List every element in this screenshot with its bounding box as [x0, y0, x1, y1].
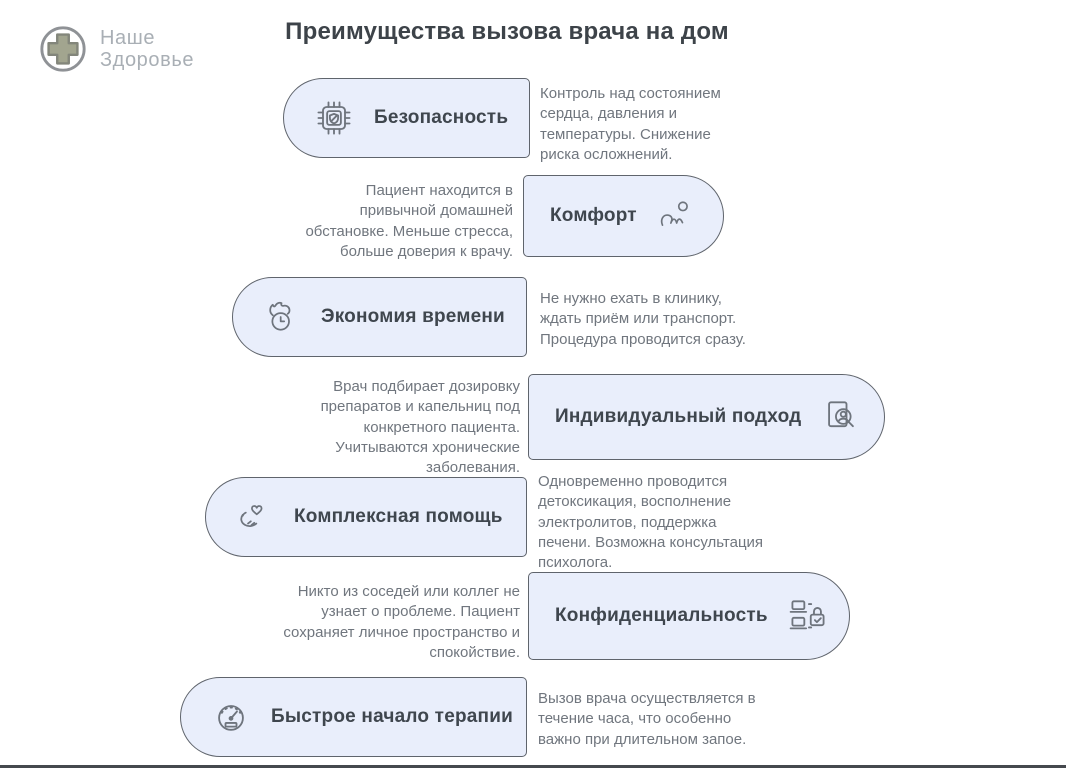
benefit-description: Одновременно проводится детоксикация, восполнение электролитов, поддержка печени. Возможна консультация психолога. [538, 473, 764, 571]
benefit-card-confidentiality [528, 572, 850, 660]
benefit-card-label: Конфиденциальность [555, 605, 768, 626]
benefit-description: Не нужно ехать в клинику, ждать приём или транспорт. Процедура проводится сразу. [540, 290, 746, 348]
benefit-description: Пациент находится в привычной домашней обстановке. Меньше стресса, больше доверия к врачу. [305, 182, 513, 260]
logo-line-2: Здоровье [100, 49, 195, 71]
benefit-card-label: Быстрое начало терапии [271, 706, 513, 727]
benefit-card-label: Комфорт [550, 205, 637, 226]
benefit-card-label: Комплексная помощь [294, 506, 503, 527]
benefit-card-comfort [523, 175, 724, 257]
benefit-card-safety [283, 78, 530, 158]
speedometer-icon [209, 695, 253, 739]
logo-line-1: Наше [100, 27, 156, 49]
benefit-description: Контроль над состоянием сердца, давления и температуры. Снижение риска осложнений. [540, 85, 721, 163]
chip-shield-icon [312, 96, 356, 140]
benefit-card-comprehensive-help [205, 477, 527, 557]
benefit-card-label: Индивидуальный подход [555, 406, 802, 427]
benefit-card-label: Безопасность [374, 107, 509, 128]
benefit-description: Никто из соседей или коллег не узнает о проблеме. Пациент сохраняет личное пространство и спокойствие. [283, 583, 520, 661]
clock-flame-icon [261, 296, 303, 338]
benefit-card-label: Экономия времени [321, 306, 505, 327]
patient-search-icon [819, 395, 863, 439]
relaxing-person-icon [655, 196, 695, 236]
benefit-card-quick-start [180, 677, 527, 757]
benefit-description: Врач подбирает дозировку препаратов и капельниц под конкретного пациента. Учитываются хронические заболевания. [320, 378, 520, 476]
benefit-card-time-saving [232, 277, 527, 357]
page-title: Преимущества вызова врача на дом [285, 18, 729, 45]
benefit-description: Вызов врача осуществляется в течение часа, что особенно важно при длительном запое. [538, 690, 756, 748]
devices-lock-icon [786, 594, 830, 638]
hands-heart-icon [234, 496, 276, 538]
benefit-card-individual-approach [528, 374, 885, 460]
